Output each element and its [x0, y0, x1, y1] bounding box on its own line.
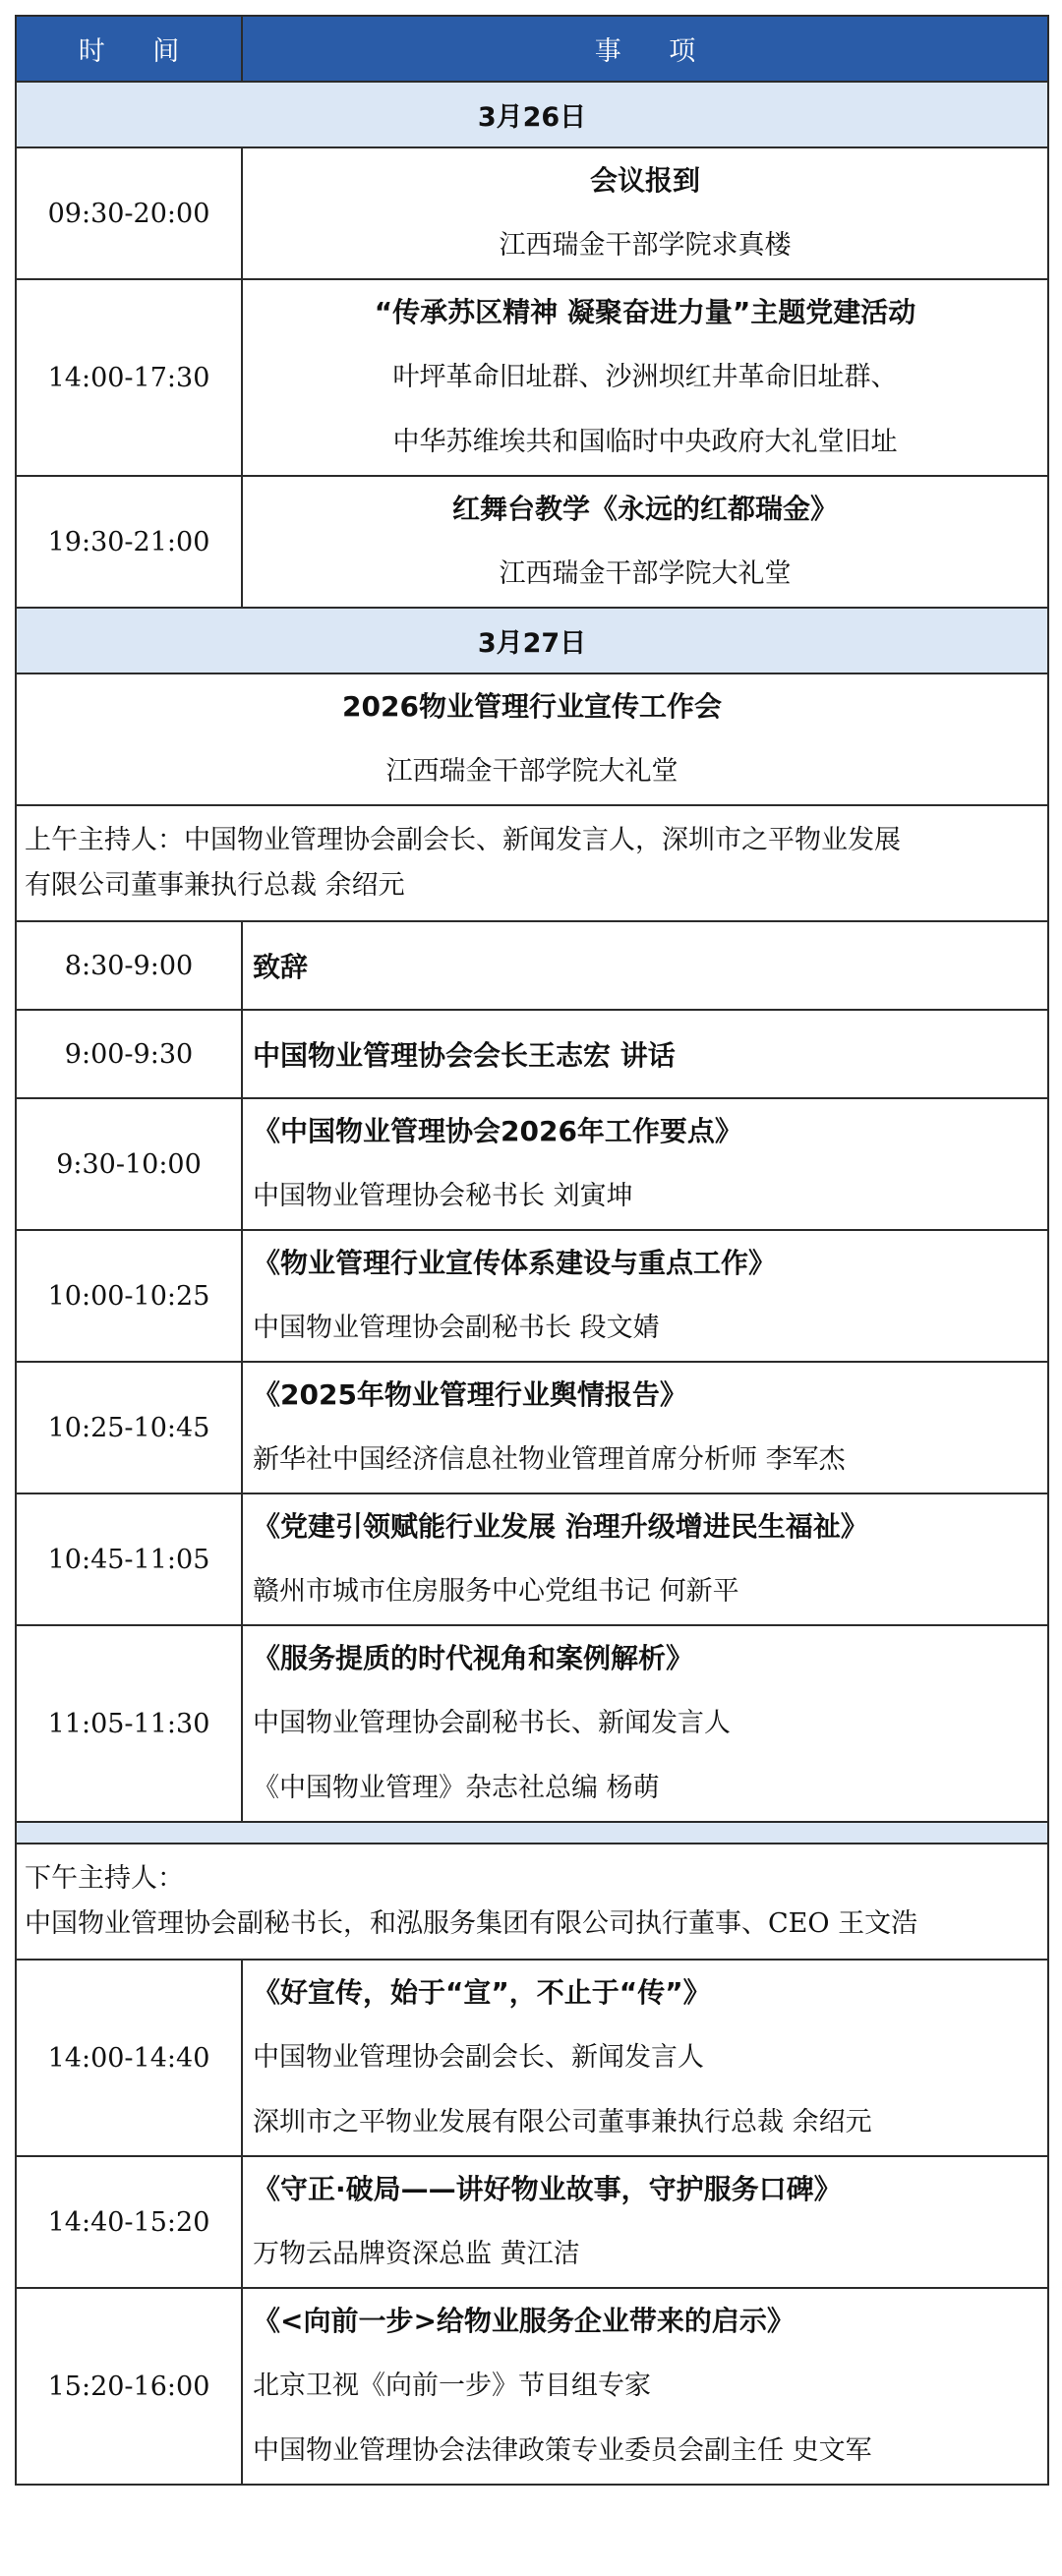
time-cell: 9:30-10:00 — [16, 1098, 242, 1230]
event-title: 致辞 — [253, 951, 309, 983]
event-cell — [242, 921, 1048, 1010]
event-cell — [242, 1960, 1048, 2156]
host-row — [16, 805, 1048, 921]
table-row — [16, 1625, 1048, 1822]
time-cell: 10:00-10:25 — [16, 1230, 242, 1362]
event-cell — [242, 2156, 1048, 2288]
date-row — [16, 82, 1048, 147]
time-cell: 15:20-16:00 — [16, 2288, 242, 2485]
afternoon-host — [16, 1844, 1048, 1960]
event-line: 叶坪革命旧址群、沙洲坝红井革命旧址群、 — [392, 362, 898, 392]
table-row — [16, 476, 1048, 608]
time-cell: 19:30-21:00 — [16, 476, 242, 608]
event-line: 深圳市之平物业发展有限公司董事兼执行总裁 余绍元 — [253, 2107, 872, 2137]
host-line: 有限公司董事兼执行总裁 余绍元 — [25, 870, 405, 901]
table-row — [16, 1493, 1048, 1625]
host-row — [16, 1844, 1048, 1960]
time-cell: 8:30-9:00 — [16, 921, 242, 1010]
event-cell — [242, 1098, 1048, 1230]
event-title: 《物业管理行业宣传体系建设与重点工作》 — [253, 1247, 777, 1279]
meeting-title: 2026物业管理行业宣传工作会 — [342, 690, 722, 723]
time-cell: 11:05-11:30 — [16, 1625, 242, 1822]
event-line: 万物云品牌资深总监 黄江洁 — [253, 2239, 580, 2269]
date-label: 3月26日 — [16, 82, 1048, 147]
event-title: 《2025年物业管理行业舆情报告》 — [253, 1378, 687, 1411]
event-cell — [242, 1010, 1048, 1098]
event-line: 江西瑞金干部学院求真楼 — [499, 230, 792, 261]
time-cell: 14:40-15:20 — [16, 2156, 242, 2288]
header-row — [16, 16, 1048, 82]
meeting-venue: 江西瑞金干部学院大礼堂 — [385, 756, 678, 787]
time-cell: 14:00-14:40 — [16, 1960, 242, 2156]
event-cell — [242, 2288, 1048, 2485]
table-row — [16, 279, 1048, 476]
time-cell: 10:45-11:05 — [16, 1493, 242, 1625]
event-cell — [242, 1230, 1048, 1362]
header-item: 事 项 — [242, 16, 1048, 82]
event-title: 《守正·破局——讲好物业故事，守护服务口碑》 — [253, 2173, 842, 2205]
time-cell: 9:00-9:30 — [16, 1010, 242, 1098]
event-cell — [242, 476, 1048, 608]
header-time: 时 间 — [16, 16, 242, 82]
event-line: 《中国物业管理》杂志社总编 杨萌 — [253, 1773, 660, 1803]
event-line: 北京卫视《向前一步》节目组专家 — [253, 2371, 651, 2401]
table-row — [16, 1230, 1048, 1362]
event-line: 新华社中国经济信息社物业管理首席分析师 李军杰 — [253, 1444, 846, 1475]
event-cell — [242, 1493, 1048, 1625]
time-cell: 14:00-17:30 — [16, 279, 242, 476]
table-row — [16, 1098, 1048, 1230]
meeting-cell — [16, 673, 1048, 805]
table-row — [16, 1362, 1048, 1493]
event-cell — [242, 1625, 1048, 1822]
event-title: 《服务提质的时代视角和案例解析》 — [253, 1642, 694, 1674]
morning-host — [16, 805, 1048, 921]
time-cell: 09:30-20:00 — [16, 147, 242, 279]
host-line: 下午主持人： — [25, 1863, 184, 1894]
event-line: 中华苏维埃共和国临时中央政府大礼堂旧址 — [392, 427, 898, 457]
event-title: 《好宣传，始于“宣”，不止于“传”》 — [253, 1976, 711, 2009]
event-cell — [242, 147, 1048, 279]
event-line: 江西瑞金干部学院大礼堂 — [499, 558, 792, 589]
event-title: 《<向前一步>给物业服务企业带来的启示》 — [253, 2305, 795, 2337]
time-cell: 10:25-10:45 — [16, 1362, 242, 1493]
table-row — [16, 1010, 1048, 1098]
meeting-row — [16, 673, 1048, 805]
table-row — [16, 921, 1048, 1010]
event-title: 《党建引领赋能行业发展 治理升级增进民生福祉》 — [253, 1510, 868, 1543]
date-row — [16, 608, 1048, 673]
host-line: 上午主持人：中国物业管理协会副会长、新闻发言人，深圳市之平物业发展 — [25, 825, 901, 855]
section-divider — [16, 1822, 1048, 1844]
event-title: 中国物业管理协会会长王志宏 讲话 — [253, 1039, 676, 1072]
host-line: 中国物业管理协会副秘书长，和泓服务集团有限公司执行董事、CEO 王文浩 — [25, 1908, 918, 1939]
event-title: 《中国物业管理协会2026年工作要点》 — [253, 1115, 742, 1147]
event-line: 中国物业管理协会副会长、新闻发言人 — [253, 2042, 704, 2073]
event-title: 红舞台教学《永远的红都瑞金》 — [451, 493, 838, 525]
event-cell — [242, 279, 1048, 476]
event-title: “传承苏区精神 凝聚奋进力量”主题党建活动 — [374, 296, 916, 328]
divider-row — [16, 1822, 1048, 1844]
event-line: 中国物业管理协会法律政策专业委员会副主任 史文军 — [253, 2435, 872, 2466]
event-title: 会议报到 — [589, 164, 700, 197]
event-line: 中国物业管理协会副秘书长 段文婧 — [253, 1313, 660, 1343]
event-line: 赣州市城市住房服务中心党组书记 何新平 — [253, 1576, 739, 1607]
event-cell — [242, 1362, 1048, 1493]
event-line: 中国物业管理协会副秘书长、新闻发言人 — [253, 1708, 731, 1738]
event-line: 中国物业管理协会秘书长 刘寅坤 — [253, 1181, 633, 1211]
table-row — [16, 2156, 1048, 2288]
agenda-table — [15, 15, 1049, 2486]
table-row — [16, 147, 1048, 279]
table-row — [16, 1960, 1048, 2156]
table-row — [16, 2288, 1048, 2485]
date-label: 3月27日 — [16, 608, 1048, 673]
